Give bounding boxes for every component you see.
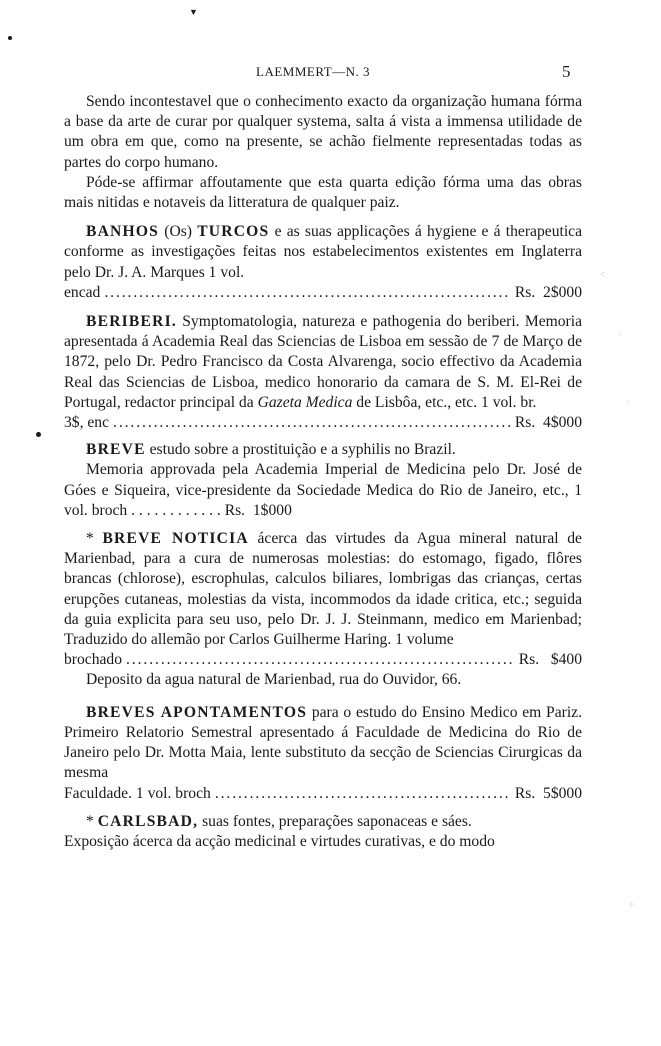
page-body — [64, 92, 582, 852]
catalog-entry: BERIBERI. Symptomatologia, natureza e pathogenia do beriberi. Memoria apresentada á Academia Real das Sciencias de Lisboa em sessão de 7 de Março de 1872, pelo Dr. Pedro Francisco da Costa Alvarenga, socio effectivo da Academia Real das Sciencias de Lisboa, medico honorario da camara de S. M. El-Rei de Portugal, redactor principal da Gazeta Medica de Lisbôa, etc., etc. 1 vol. br. 3$, enc . . . Rs. 4$000 — [64, 312, 582, 433]
price: 2$000 — [543, 283, 582, 301]
price-line: Memoria approvada pela Academia Imperial de Medicina pelo Dr. José de Góes e Siqueira, vice-presidente da Sociedade Medica do Rio de Janeiro, etc., 1 vol. broch . . . . . . . . . . . . Rs. 1$000 — [64, 461, 582, 519]
catalog-entry: * BREVE NOTICIA ácerca das virtudes da Agua mineral natural de Marienbad, para a cura de numerosas molestias: do estomago, figado, flôres brancas (chlorose), escrophulas, calculos biliares, lombrigas das crianças, certas erupções cutaneas, molestias da vista, incommodos da idade critica, etc.; seguida da guia explicita para seu uso, pelo Dr. J. J. Steinmann, medico em Marienbad; Traduzido do allemão por Carlos Guilherme Haring. 1 volume brochado . . . Rs. $400 Deposito da agua natural de Marienbad, rua do Ouvidor, 66. — [64, 529, 582, 691]
price-line: brochado . . . Rs. $400 — [64, 650, 582, 670]
margin-dot-icon — [36, 432, 41, 437]
catalog-entry: BANHOS (Os) TURCOS e as suas applicações á hygiene e á therapeutica conforme as investigações feitas nos estabelecimentos existentes em Inglaterra pelo Dr. J. A. Marques 1 vol. encad . . . Rs. 2$000 — [64, 222, 582, 303]
margin-speck-icon: · — [618, 330, 621, 339]
entry-text: para o estudo do Ensino Medico em Pariz. Primeiro Relatorio Semestral apresentado á Faculdade de Medicina do Rio de Janeiro pelo Dr. Motta Maia, lente substituto da secção de Sciencias Cirurgicas da mesma — [64, 703, 582, 782]
page-header — [0, 62, 661, 82]
margin-speck-icon: ⁘ — [628, 900, 635, 909]
price: 1$000 — [252, 501, 292, 519]
entry-title: BANHOS — [86, 223, 160, 241]
entry-title: BREVE — [86, 441, 146, 459]
price: $400 — [550, 651, 582, 669]
price-line: encad . . . Rs. 2$000 — [64, 283, 582, 303]
entry-text: estudo sobre a prostituição e a syphilis no Brazil. — [145, 441, 456, 459]
entry-text: ácerca das virtudes da Agua mineral natural de Marienbad, para a cura de numerosas molestias: do estomago, figado, flôres brancas (chlorose), escrophulas, calculos biliares, lombrigas das crianças, certas erupções cutaneas, molestias da vista, incommodos da idade critica, etc.; seguida da guia explicita para seu uso, pelo Dr. J. J. Steinmann, medico em Marienbad; Traduzido do allemão por Carlos Guilherme Haring. 1 volume — [64, 530, 582, 649]
entry-title: CARLSBAD, — [97, 812, 199, 830]
entry-title: TURCOS — [197, 223, 270, 241]
entry-text: e as suas applicações á hygiene e á therapeutica conforme as investigações feitas nos estabelecimentos existentes em Inglaterra pelo Dr. J. A. Marques 1 vol. — [64, 223, 582, 281]
margin-dot-icon — [8, 36, 12, 40]
intro-paragraph: Póde-se affirmar affoutamente que esta quarta edição fórma uma das obras mais nitidas e notaveis da litteratura de qualquer paiz. — [64, 173, 582, 212]
entry-text: Exposição ácerca da acção medicinal e virtudes curativas, e do modo — [64, 832, 495, 850]
margin-speck-icon: · — [626, 398, 629, 407]
entry-text: Symptomatologia, natureza e pathogenia do beriberi. Memoria apresentada á Academia Real das Sciencias de Lisboa em sessão de 7 de Março de 1872, pelo Dr. Pedro Francisco da Costa Alvarenga, socio effectivo da Academia Real das Sciencias de Lisboa, medico honorario da camara de S. M. El-Rei de Portugal, redactor principal da — [64, 313, 582, 411]
catalog-entry — [64, 703, 582, 804]
price-line: 3$, enc . . . Rs. 4$000 — [64, 413, 582, 433]
page-number: 5 — [562, 62, 571, 81]
caret-mark-icon: ▼ — [189, 7, 198, 17]
intro-paragraph: Sendo incontestavel que o conhecimento exacto da organização humana fórma a base da arte de curar por qualquer systema, salta á vista a immensa utilidade de um obra em que, como na presente, se achão fielmente representadas todas as partes do corpo humano. — [64, 93, 582, 171]
catalog-entry — [64, 440, 582, 521]
price-line: Faculdade. 1 vol. broch . . . Rs. 5$000 — [64, 784, 582, 804]
entry-note: Deposito da agua natural de Marienbad, rua do Ouvidor, 66. — [86, 671, 462, 689]
running-title: LAEMMERT—N. 3 — [256, 64, 371, 79]
price: 4$000 — [543, 414, 582, 432]
margin-speck-icon: ⁖ — [600, 270, 605, 279]
entry-text: suas fontes, preparações saponaceas e sáes. — [198, 812, 472, 830]
entry-title: BERIBERI. — [86, 313, 177, 331]
price: 5$000 — [543, 784, 582, 802]
entry-title: BREVES APONTAMENTOS — [86, 703, 308, 721]
catalog-entry: * CARLSBAD, suas fontes, preparações saponaceas e sáes. Exposição ácerca da acção medicinal e virtudes curativas, e do modo — [64, 812, 582, 852]
entry-title: BREVE NOTICIA — [102, 530, 249, 548]
